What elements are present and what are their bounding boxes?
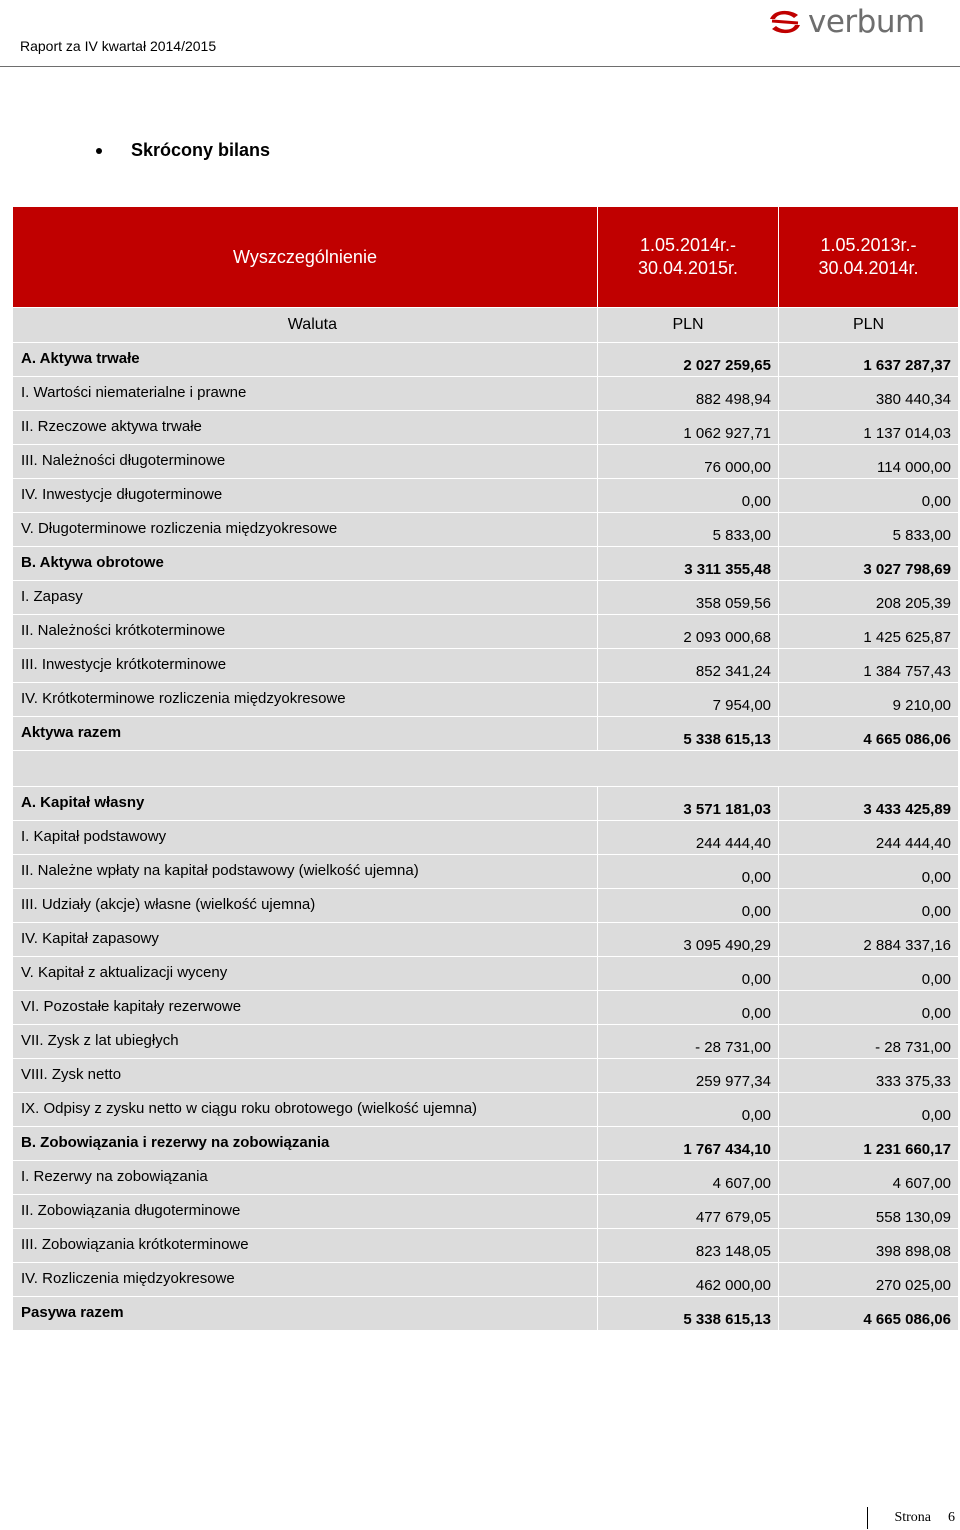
row-value-previous: 3 433 425,89 [779,787,959,821]
row-label: Aktywa razem [13,717,598,751]
row-label: IX. Odpisy z zysku netto w ciągu roku obrotowego (wielkość ujemna) [13,1093,598,1127]
spacer-cell [13,751,959,787]
row-label: VII. Zysk z lat ubiegłych [13,1025,598,1059]
column-header-period-current: 1.05.2014r.- 30.04.2015r. [598,207,779,308]
row-value-current: 882 498,94 [598,377,779,411]
row-label: II. Należności krótkoterminowe [13,615,598,649]
row-value-previous: 1 384 757,43 [779,649,959,683]
table-row [13,479,959,513]
row-value-previous: 9 210,00 [779,683,959,717]
row-value-current: 0,00 [598,957,779,991]
table-row [13,683,959,717]
row-value-previous: 4 665 086,06 [779,717,959,751]
row-value-current: - 28 731,00 [598,1025,779,1059]
table-row [13,855,959,889]
row-value-previous: 0,00 [779,855,959,889]
table-row [13,923,959,957]
row-value-current: 2 027 259,65 [598,343,779,377]
row-value-current: 3 571 181,03 [598,787,779,821]
currency-current: PLN [598,308,779,343]
table-header-row [13,207,959,308]
section-title: Skrócony bilans [131,140,271,160]
row-value-previous: 0,00 [779,957,959,991]
table-row [13,411,959,445]
table-row [13,377,959,411]
row-label: II. Rzeczowe aktywa trwałe [13,411,598,445]
row-value-current: 823 148,05 [598,1229,779,1263]
row-label: III. Należności długoterminowe [13,445,598,479]
table-row [13,1025,959,1059]
section-heading [96,140,270,161]
row-label: VI. Pozostałe kapitały rezerwowe [13,991,598,1025]
table-row [13,1229,959,1263]
row-value-current: 76 000,00 [598,445,779,479]
row-value-previous: 244 444,40 [779,821,959,855]
verbum-s-logo-icon [764,7,806,37]
row-value-current: 0,00 [598,479,779,513]
row-value-previous: 1 231 660,17 [779,1127,959,1161]
table-row [13,1297,959,1331]
row-value-current: 358 059,56 [598,581,779,615]
row-label: III. Zobowiązania krótkoterminowe [13,1229,598,1263]
row-label: IV. Krótkoterminowe rozliczenia międzyokresowe [13,683,598,717]
row-label: IV. Rozliczenia międzyokresowe [13,1263,598,1297]
row-value-current: 4 607,00 [598,1161,779,1195]
table-row [13,445,959,479]
row-value-current: 5 338 615,13 [598,1297,779,1331]
row-value-current: 1 062 927,71 [598,411,779,445]
spacer-row [13,751,959,787]
row-value-previous: 114 000,00 [779,445,959,479]
table-row [13,957,959,991]
row-value-current: 852 341,24 [598,649,779,683]
table-row [13,1263,959,1297]
row-value-current: 3 095 490,29 [598,923,779,957]
table-row [13,1059,959,1093]
table-row [13,1195,959,1229]
table-row [13,821,959,855]
currency-row [13,308,959,343]
row-value-previous: - 28 731,00 [779,1025,959,1059]
row-value-previous: 5 833,00 [779,513,959,547]
row-value-previous: 558 130,09 [779,1195,959,1229]
table-row [13,547,959,581]
table-row [13,991,959,1025]
row-label: V. Długoterminowe rozliczenia międzyokresowe [13,513,598,547]
column-header-period-previous: 1.05.2013r.- 30.04.2014r. [779,207,959,308]
row-label: B. Zobowiązania i rezerwy na zobowiązania [13,1127,598,1161]
row-label: I. Zapasy [13,581,598,615]
table-row [13,649,959,683]
row-value-previous: 3 027 798,69 [779,547,959,581]
row-value-previous: 0,00 [779,991,959,1025]
row-label: IV. Inwestycje długoterminowe [13,479,598,513]
row-value-current: 5 833,00 [598,513,779,547]
row-value-current: 3 311 355,48 [598,547,779,581]
row-value-current: 2 093 000,68 [598,615,779,649]
table-row [13,1161,959,1195]
currency-label: Waluta [13,308,598,343]
row-label: A. Aktywa trwałe [13,343,598,377]
row-value-previous: 1 637 287,37 [779,343,959,377]
column-header-description: Wyszczególnienie [13,207,598,308]
table-row [13,1093,959,1127]
row-label: IV. Kapitał zapasowy [13,923,598,957]
row-value-previous: 4 607,00 [779,1161,959,1195]
row-label: III. Inwestycje krótkoterminowe [13,649,598,683]
row-value-current: 0,00 [598,991,779,1025]
row-label: II. Należne wpłaty na kapitał podstawowy (wielkość ujemna) [13,855,598,889]
row-label: A. Kapitał własny [13,787,598,821]
table-row [13,787,959,821]
row-value-previous: 270 025,00 [779,1263,959,1297]
row-value-current: 244 444,40 [598,821,779,855]
row-value-current: 462 000,00 [598,1263,779,1297]
row-value-current: 0,00 [598,855,779,889]
row-value-current: 0,00 [598,1093,779,1127]
row-value-previous: 0,00 [779,479,959,513]
verbum-logo [764,4,925,40]
row-value-previous: 2 884 337,16 [779,923,959,957]
report-title: Raport za IV kwartał 2014/2015 [20,38,217,54]
row-value-current: 5 338 615,13 [598,717,779,751]
table-row [13,343,959,377]
row-label: I. Kapitał podstawowy [13,821,598,855]
row-value-previous: 1 137 014,03 [779,411,959,445]
header-divider [0,66,960,67]
row-value-current: 259 977,34 [598,1059,779,1093]
bullet-icon [96,148,102,154]
row-label: III. Udziały (akcje) własne (wielkość ujemna) [13,889,598,923]
row-label: I. Rezerwy na zobowiązania [13,1161,598,1195]
table-row [13,513,959,547]
balance-sheet-table [12,206,959,1331]
row-value-previous: 1 425 625,87 [779,615,959,649]
row-label: B. Aktywa obrotowe [13,547,598,581]
row-value-previous: 398 898,08 [779,1229,959,1263]
row-value-previous: 4 665 086,06 [779,1297,959,1331]
page-number: Strona 6 [894,1510,955,1525]
table-row [13,889,959,923]
row-value-current: 0,00 [598,889,779,923]
table-row [13,581,959,615]
table-row [13,717,959,751]
table-row [13,615,959,649]
row-label: II. Zobowiązania długoterminowe [13,1195,598,1229]
row-value-current: 1 767 434,10 [598,1127,779,1161]
row-label: I. Wartości niematerialne i prawne [13,377,598,411]
logo-wordmark: verbum [808,4,925,40]
row-value-current: 477 679,05 [598,1195,779,1229]
row-label: Pasywa razem [13,1297,598,1331]
row-value-previous: 208 205,39 [779,581,959,615]
row-label: V. Kapitał z aktualizacji wyceny [13,957,598,991]
row-value-previous: 333 375,33 [779,1059,959,1093]
currency-previous: PLN [779,308,959,343]
row-label: VIII. Zysk netto [13,1059,598,1093]
row-value-previous: 0,00 [779,889,959,923]
row-value-previous: 380 440,34 [779,377,959,411]
row-value-previous: 0,00 [779,1093,959,1127]
row-value-current: 7 954,00 [598,683,779,717]
table-row [13,1127,959,1161]
